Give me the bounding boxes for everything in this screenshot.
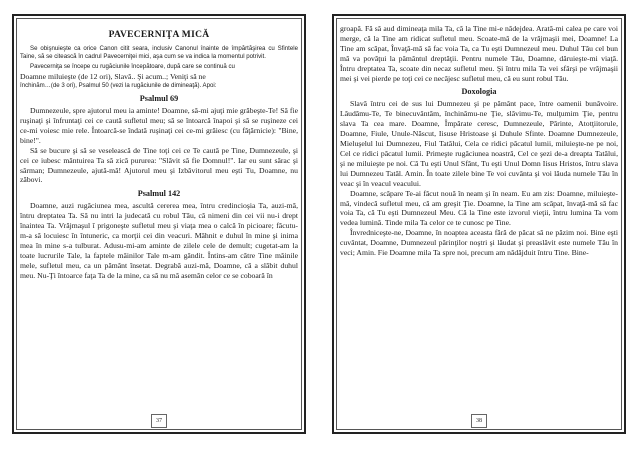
page-title: PAVECERNIŢA MICĂ [108, 30, 210, 40]
doxologia-paragraph: Doamne, scăpare Te-ai făcut nouă în neam şi în neam. Eu am zis: Doamne, miluieşte-mă, vindecă sufletul meu, că am greşit Ţie. Doamne, la Tine am scăpat, învaţă-mă să fac voia Ta, că Tu eşti Dumnezeul Meu. Că la Tine este izvorul vieţii, întru lumina Ta vom vedea lumină. Tinde mila Ta celor ce te cunosc pe Tine. [340, 188, 618, 228]
psalm-142-continuation: groapă. Fă să aud dimineaţa mila Ta, că la Tine mi-e nădejdea. Arată-mi calea pe care voi merge, că la Tine am ridicat sufletul meu. Scoate-mă de la vrăjmaşii mei, Doamne! La Tine am scăpat, Învaţă-mă să fac voia Ta, ca Tu eşti Dumnezeul meu. Duhul Tău cel bun mă va povăţui la pământul dreptăţii. Pentru numele Tău, Doamne, dăruieşte-mi viaţă. Întru dreptatea Ta, scoate din necaz sufletul meu. Şi întru mila Ta vei sfârşi pe vrăjmaşii mei şi vei pierde pe toţi cei ce necăjesc sufletul meu, că eu sunt robul Tău. [340, 24, 618, 83]
left-page [12, 14, 306, 434]
rubric-intro-2: Pavecerniţa se începe cu rugăciunile începătoare, după care se continuă cu [30, 62, 235, 70]
page-number: 37 [151, 414, 167, 428]
rubric-line-2: închinăm…(de 3 ori), Psalmul 50 (vezi la rugăciunile de dimineaţă). Apoi: [20, 81, 217, 89]
doxologia-paragraph: Învredniceşte-ne, Doamne, în noaptea aceasta fără de păcat să ne păzim noi. Bine eşti cuvântat, Doamne, Dumnezeul părinţilor noştri şi lăudat şi preaslăvit este numele Tău în veci; Amin. Fie Doamne mila Ta spre noi, precum am nădăjduit întru Tine. Bine- [340, 228, 618, 258]
page-number: 38 [471, 414, 487, 428]
right-page [332, 14, 626, 434]
rubric-intro: Se obişnuieşte ca orice Canon citit seara, inclusiv Canonul înainte de împărtăşirea cu Sfintele Taine, să se citească în cadrul Pavecerniţei mici, aşa cum se va indica la momentul potrivit. [20, 45, 298, 61]
doxologia-heading: Doxologia [461, 87, 497, 97]
psalm-69-paragraph: Dumnezeule, spre ajutorul meu ia aminte! Doamne, să-mi ajuţi mie grăbeşte-Te! Să fie ruşinaţi şi înfruntaţi cei ce caută sufletul meu; să se întoarcă înapoi şi să se ruşineze cei ce-mi voiesc mie rele. Întoarcă-se îndată ruşinaţi cei ce-mi grăiesc (cu făţărnicie): "Bine, bine!". [20, 106, 298, 145]
psalm-69-paragraph: Să se bucure şi să se veselească de Tine toţi cei ce Te caută pe Tine, Dumnezeule, şi cei ce iubesc mântuirea Ta să zică pururea: "Slăvit să fie Domnul!". Iar eu sunt sărac şi sărman; Dumnezeule, ajută-mă! Ajutorul meu şi Izbăvitorul meu eşti Tu, Doamne, nu zăbovi. [20, 145, 298, 185]
doxologia-paragraph: Slavă întru cei de sus lui Dumnezeu şi pe pământ pace, între oamenii bunăvoire. Lăudămu-Te, Te binecuvântăm, închinămu-ne Ţie, slăvimu-Te, mulţumim Ţie, pentru slava Ta cea mare. Doamne, Împărate ceresc, Dumnezeule, Părinte, Atotţiitorule, Doamne, Fiule, Unule-Născut, Iisuse Hristoase şi Duhule Sfinte. Doamne Dumnezeule, Mieluşelul lui Dumnezeu, Fiul Tatălui, Cela ce ridici păcatul lumii, miluieşte-ne pe noi, Cel ce ridici păcatul lumii. Primeşte rugăciunea noastră, Cel ce şezi de-a dreapta Tatălui, şi ne miluieşte pe noi. Că Tu eşti Unul Sfânt, Tu eşti Unul Domn Iisus Hristos, întru slava lui Dumnezeu Tatăl. Amin. În toate zilele bine Te voi cuvânta şi voi lăuda numele Tău în veac şi în veacul veacului. [340, 99, 618, 188]
psalm-69-heading: Psalmul 69 [139, 94, 179, 104]
psalm-142-heading: Psalmul 142 [137, 189, 181, 199]
rubric-line: Doamne miluieşte (de 12 ori), Slavă.. Şi acum..; Veniţi să ne [20, 71, 206, 81]
psalm-142-paragraph: Doamne, auzi rugăciunea mea, ascultă cererea mea, întru credincioşia Ta, auzi-mă, întru dreptatea Ta. Să nu intri la judecată cu robul Tău, că nimeni din cei vii nu-i drept înaintea Ta. Vrăjmaşul î prigoneşte sufletul meu şi viaţa mea o calcă în picioare; făcutu-m-a să locuiesc în întuneric, ca morţii cei din veacuri. Mâhnit e duhul în mine şi inima mea în mine s-a tulburat. Adusu-mi-am aminte de zilele cele de demult; cugetat-am la toate lucrurile Tale, la faptele mâinilor Tale m-am gândit. Întins-am către Tine mâinile mele, sufletul meu, ca un pământ însetat. Degrabă auzi-mă, Doamne, că a slăbit duhul meu. Nu-Ţi întoarce faţa Ta de la mine, ca să nu mă asemăn celor ce se coboară în [20, 201, 298, 280]
